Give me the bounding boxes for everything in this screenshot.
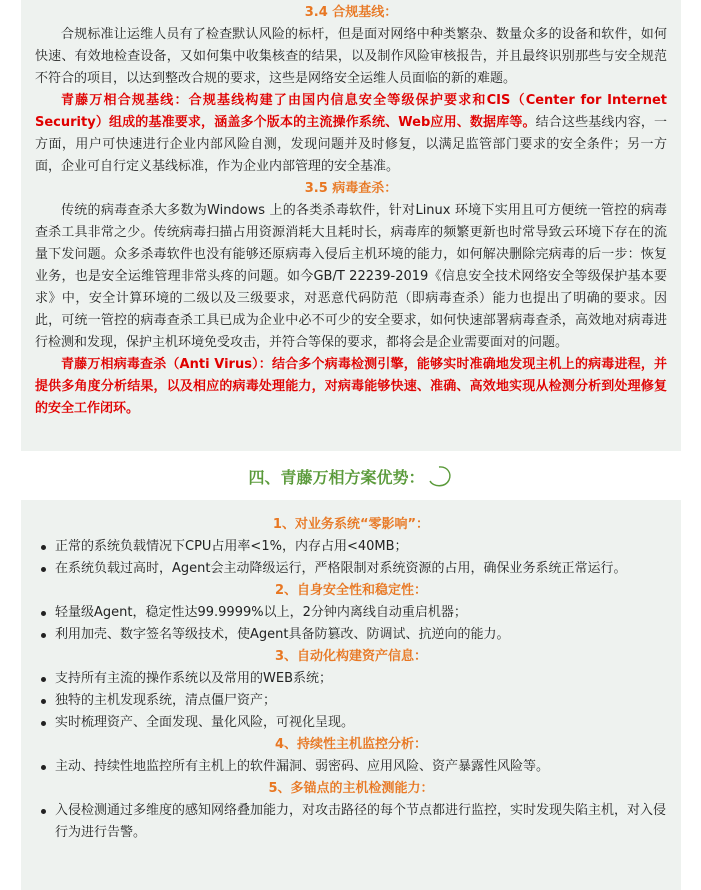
list-item: 实时梳理资产、全面发现、量化风险，可视化呈现。 <box>55 712 667 734</box>
section-4-heading <box>0 452 701 500</box>
advantages-box <box>21 500 681 890</box>
advantage-title: 5、多锚点的主机检测能力： <box>268 781 434 796</box>
advantage-title: 2、自身安全性和稳定性： <box>274 583 428 598</box>
list-item: 独特的主机发现系统，清点僵尸资产； <box>55 690 667 712</box>
advantage-2 <box>35 580 667 646</box>
advantage-list <box>35 602 667 646</box>
section-3-5-title: 3.5 病毒查杀： <box>304 181 398 196</box>
section-3-4-paragraph: 合规标准让运维人员有了检查默认风险的标杆，但是面对网络中种类繁杂、数量众多的设备和软件，如何快速、有效地检查设备，又如何集中收集核查的结果，以及制作风险审核报告，并且最终识别那些与安全规范不符合的项目，以达到整改合规的要求，这些是网络安全运维人员面临的新的难题。 <box>35 27 667 86</box>
advantage-1 <box>35 514 667 580</box>
advantage-list <box>35 800 667 844</box>
section-3-4-title: 3.4 合规基线： <box>304 5 398 20</box>
section-3-4-highlight-paragraph <box>35 90 667 178</box>
advantage-3 <box>35 646 667 734</box>
baseline-rest-text: 结合这些基线内容，一方面，用户可快速进行企业内部风险自测，发现问题并及时修复，以满足监管部门要求的安全条件；另一方面，企业可自行定义基线标准，作为企业内部管理的安全基准。 <box>35 115 667 174</box>
advantage-list <box>35 536 667 580</box>
list-item: 利用加壳、数字签名等级技术，使Agent具备防篡改、防调试、抗逆向的能力。 <box>55 624 667 646</box>
advantage-5 <box>35 778 667 844</box>
advantage-list <box>35 756 667 778</box>
section-3-box <box>21 0 681 451</box>
list-item: 正常的系统负载情况下CPU占用率<1%，内存占用<40MB； <box>55 536 667 558</box>
advantage-title: 3、自动化构建资产信息： <box>274 649 428 664</box>
list-item: 支持所有主流的操作系统以及常用的WEB系统； <box>55 668 667 690</box>
list-item: 入侵检测通过多维度的感知网络叠加能力，对攻击路径的每个节点都进行监控，实时发现失陷主机，对入侵行为进行告警。 <box>55 800 667 844</box>
list-item: 主动、持续性地监控所有主机上的软件漏洞、弱密码、应用风险、资产暴露性风险等。 <box>55 756 667 778</box>
baseline-highlight-text: 青藤万相合规基线：合规基线构建了由国内信息安全等级保护要求和CIS（Center for Internet Security）组成的基准要求，涵盖多个版本的主流操作系统、Web应用、数据库等。 <box>35 93 667 130</box>
section-3-5-highlight-paragraph: 青藤万相病毒查杀（Anti Virus）：结合多个病毒检测引擎，能够实时准确地发现主机上的病毒进程，并提供多角度分析结果，以及相应的病毒处理能力，对病毒能够快速、准确、高效地实现从检测分析到处理修复的安全工作闭环。 <box>35 357 667 416</box>
section-3-5-paragraph: 传统的病毒查杀大多数为Windows 上的各类杀毒软件，针对Linux 环境下实用且可方便统一管控的病毒查杀工具非常之少。传统病毒扫描占用资源消耗大且耗时长，病毒库的频繁更新也时常导致云环境下存在的流量下发问题。众多杀毒软件也没有能够还原病毒入侵后主机环境的能力，如何解决删除完病毒的后一步：恢复业务，也是安全运维管理非常头疼的问题。如今GB/T 22239-2019《信息安全技术网络安全等级保护基本要求》中，安全计算环境的二级以及三级要求，对恶意代码防范（即病毒查杀）能力也提出了明确的要求。因此，可统一管控的病毒查杀工具已成为企业中必不可少的安全要求，如何快速部署病毒查杀，高效地对病毒进行检测和发现，保护主机环境免受攻击，并符合等保的要求，都将会是企业需要面对的问题。 <box>35 203 667 350</box>
advantage-title: 4、持续性主机监控分析： <box>274 737 428 752</box>
section-4-title: 四、青藤万相方案优势： <box>248 467 425 487</box>
advantage-list <box>35 668 667 734</box>
list-item: 在系统负载过高时，Agent会主动降级运行，严格限制对系统资源的占用，确保业务系统正常运行。 <box>55 558 667 580</box>
list-item: 轻量级Agent，稳定性达99.9999%以上，2分钟内离线自动重启机器； <box>55 602 667 624</box>
advantage-title: 1、对业务系统“零影响”： <box>272 517 430 532</box>
advantage-4 <box>35 734 667 778</box>
swirl-decoration-icon <box>427 463 453 489</box>
